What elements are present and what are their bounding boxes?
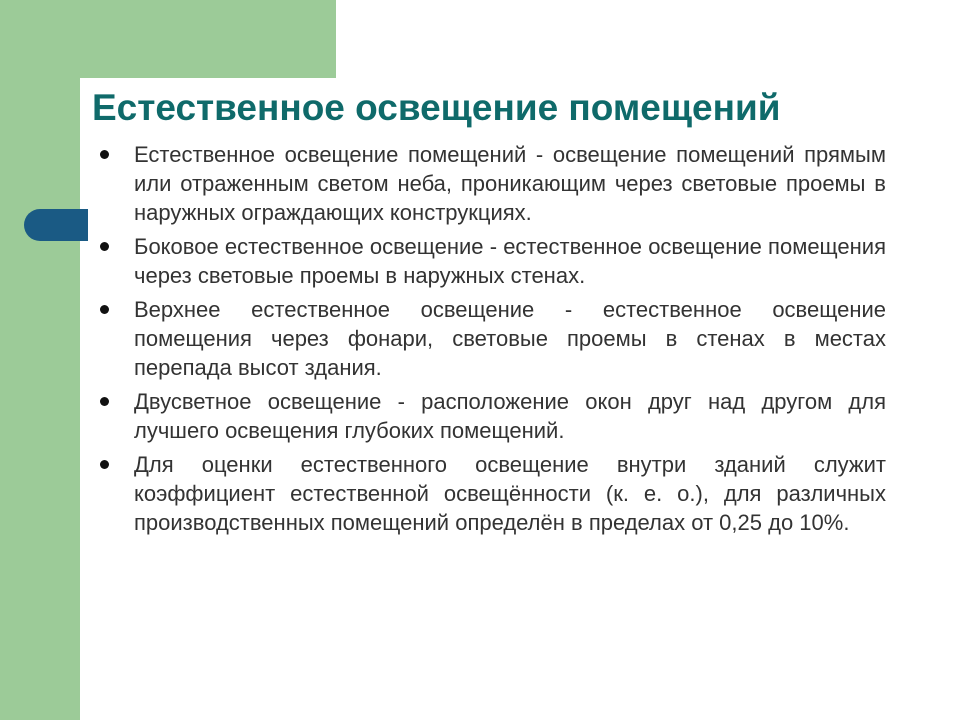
decor-green-band-left bbox=[0, 0, 80, 720]
bullet-dot-icon bbox=[100, 242, 109, 251]
decor-tab-marker bbox=[24, 209, 88, 241]
bullet-text: Естественное освещение помещений - освещение помещений прямым или отраженным светом неба, проникающим через световые проемы в наружных ограждающих конструкциях. bbox=[134, 142, 886, 225]
bullet-text: Для оценки естественного освещение внутри зданий служит коэффициент естественной освещённости (к. е. о.), для различных производственных помещений определён в пределах от 0,25 до 10%. bbox=[134, 452, 886, 535]
bullet-dot-icon bbox=[100, 397, 109, 406]
bullet-item bbox=[96, 232, 886, 290]
bullet-dot-icon bbox=[100, 460, 109, 469]
bullet-text: Боковое естественное освещение - естественное освещение помещения через световые проемы в наружных стенах. bbox=[134, 234, 886, 288]
bullet-text: Двусветное освещение - расположение окон друг над другом для лучшего освещения глубоких помещений. bbox=[134, 389, 886, 443]
bullet-dot-icon bbox=[100, 150, 109, 159]
slide-title: Естественное освещение помещений bbox=[92, 87, 781, 128]
bullet-list bbox=[96, 140, 886, 542]
bullet-item bbox=[96, 450, 886, 537]
bullet-item bbox=[96, 295, 886, 382]
bullet-text: Верхнее естественное освещение - естественное освещение помещения через фонари, световые проемы в стенах в местах перепада высот здания. bbox=[134, 297, 886, 380]
decor-green-band-top bbox=[0, 0, 336, 78]
bullet-item bbox=[96, 140, 886, 227]
bullet-dot-icon bbox=[100, 305, 109, 314]
bullet-item bbox=[96, 387, 886, 445]
